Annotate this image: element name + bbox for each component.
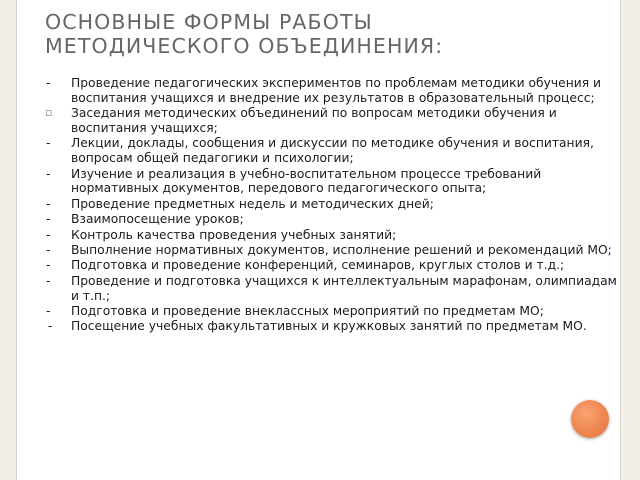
list-item [46, 167, 618, 197]
item-text: Заседания методических объединений по вопросам методики обучения и воспитания учащихся; [71, 106, 557, 135]
list-item [46, 228, 618, 243]
item-text: Подготовка и проведение внеклассных мероприятий по предметам МО; [71, 303, 544, 318]
item-prefix: - [48, 319, 57, 334]
content-list [46, 76, 618, 335]
item-prefix: - [46, 273, 55, 288]
item-prefix: - [46, 258, 55, 273]
list-item [46, 319, 618, 334]
item-text: Выполнение нормативных документов, исполнение решений и рекомендаций МО; [71, 242, 612, 257]
slide [16, 0, 621, 480]
list-item [46, 304, 618, 319]
item-prefix: - [46, 242, 55, 257]
bullet-icon: ▫ [45, 106, 53, 120]
item-prefix: - [46, 136, 55, 151]
list-item [46, 258, 618, 273]
item-prefix: - [46, 166, 55, 181]
item-prefix: - [46, 76, 55, 90]
item-prefix: - [46, 212, 55, 227]
list-item [46, 197, 618, 212]
list-item [46, 76, 618, 106]
title-line-1: ОСНОВНЫЕ ФОРМЫ РАБОТЫ [45, 10, 373, 34]
orange-circle-icon[interactable] [571, 400, 609, 438]
item-prefix: - [46, 303, 55, 318]
item-text: Изучение и реализация в учебно-воспитательном процессе требований нормативных документов, передового педагогического опыта; [71, 166, 542, 196]
item-text: Посещение учебных факультативных и кружковых занятий по предметам МО. [71, 319, 587, 334]
item-text: Проведение и подготовка учащихся к интеллектуальным марафонам, олимпиадам и т.п.; [71, 273, 617, 303]
item-text: Проведение педагогических экспериментов по проблемам методики обучения и воспитания учащихся и внедрение их результатов в образовательный процесс; [71, 76, 602, 105]
item-text: Лекции, доклады, сообщения и дискуссии по методике обучения и воспитания, вопросам общей педагогики и психологии; [71, 136, 594, 166]
list-item [46, 106, 618, 136]
title-line-2: МЕТОДИЧЕСКОГО ОБЪЕДИНЕНИЯ: [45, 34, 444, 58]
list-item [46, 136, 618, 166]
item-text: Взаимопосещение уроков; [71, 212, 244, 227]
list-item [46, 274, 618, 304]
item-prefix: - [46, 196, 55, 211]
item-text: Проведение предметных недель и методических дней; [71, 196, 434, 211]
list-item [46, 243, 618, 258]
slide-title [45, 10, 605, 58]
item-text: Подготовка и проведение конференций, семинаров, круглых столов и т.д.; [71, 258, 565, 273]
item-prefix: - [46, 227, 55, 242]
list-item [46, 212, 618, 227]
item-text: Контроль качества проведения учебных занятий; [71, 227, 397, 242]
